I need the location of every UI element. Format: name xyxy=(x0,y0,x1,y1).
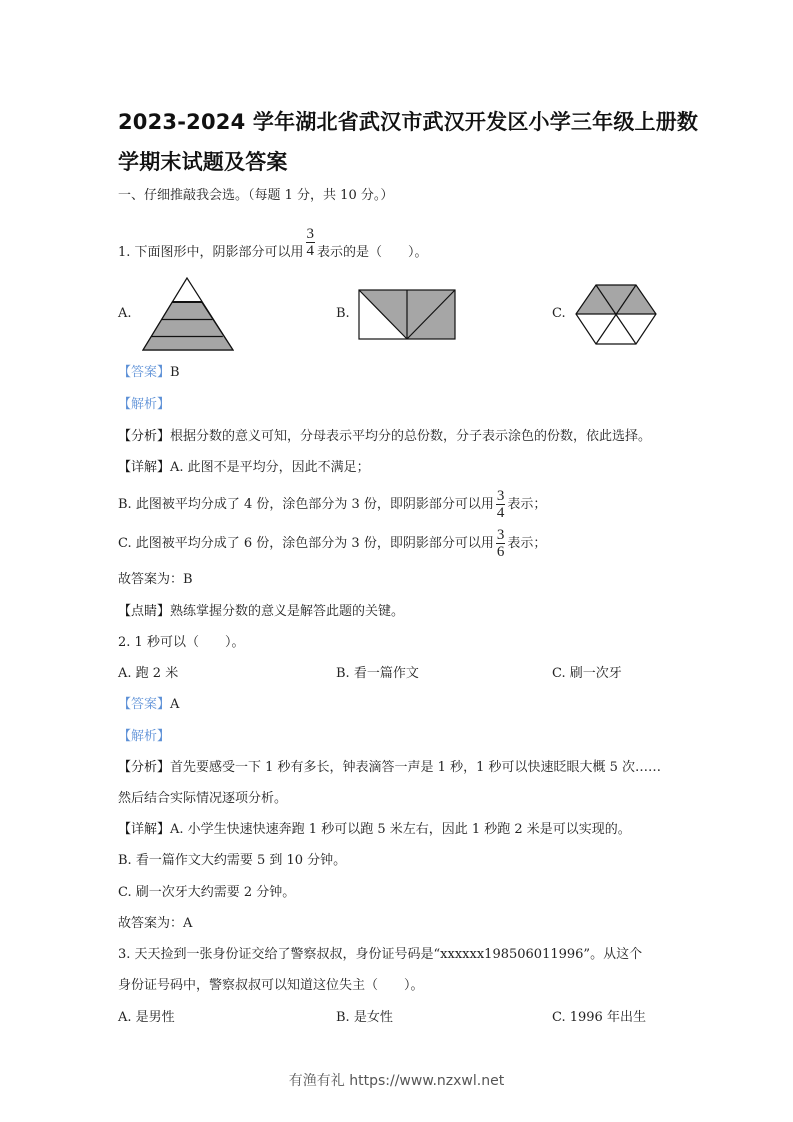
q2-analysis-heading xyxy=(118,728,170,746)
analysis-tag: 【解析】 xyxy=(118,397,171,412)
q2-stem: 2. 1 秒可以（ ）。 xyxy=(118,635,245,650)
xiangjie-b-suffix: 表示； xyxy=(507,497,547,512)
q2-xiangjie-a xyxy=(118,821,631,839)
q2-answer xyxy=(118,696,179,714)
q2-option-b: B. 看一篇作文 xyxy=(336,666,419,681)
q3-stem-line-1: 3. 天天捡到一张身份证交给了警察叔叔，身份证号码是“xxxxxx198506011996”。从这个 xyxy=(118,947,643,962)
fraction-numerator: 3 xyxy=(496,488,505,504)
xiangjie-a-text: A. 此图不是平均分，因此不满足； xyxy=(170,460,370,475)
q1-xiangjie-b xyxy=(118,485,546,525)
dianjing-text: 熟练掌握分数的意义是解答此题的关键。 xyxy=(170,604,405,619)
answer-tag: 【答案】 xyxy=(118,365,171,380)
document-title-line-2: 学期末试题及答案 xyxy=(118,150,288,174)
q3-option-b: B. 是女性 xyxy=(336,1010,393,1025)
answer-value: B xyxy=(170,365,180,380)
xiangjie-c-suffix: 表示； xyxy=(507,536,547,551)
q1-conclusion: 故答案为：B xyxy=(118,572,193,587)
q1-fraction xyxy=(306,226,316,259)
q1-option-c-label: C. xyxy=(552,306,566,321)
answer-tag: 【答案】 xyxy=(118,697,171,712)
triangle-bands-figure xyxy=(140,274,240,354)
fenxi-tag: 【分析】 xyxy=(118,429,171,444)
fenxi-text: 首先要感受一下 1 秒有多长，钟表滴答一声是 1 秒，1 秒可以快速眨眼大概 5 次…… xyxy=(170,760,662,775)
q1-option-a-label: A. xyxy=(118,306,132,321)
footer-watermark: 有渔有礼 https://www.nzxwl.net xyxy=(288,1073,505,1089)
q1-stem xyxy=(118,226,428,269)
q2-fenxi-cont: 然后结合实际情况逐项分析。 xyxy=(118,791,288,806)
xiangjie-c-text: C. 此图被平均分成了 6 份，涂色部分为 3 份，即阴影部分可以用 xyxy=(118,536,494,551)
q2-conclusion: 故答案为：A xyxy=(118,916,193,931)
fenxi-text: 根据分数的意义可知，分母表示平均分的总份数，分子表示涂色的份数，依此选择。 xyxy=(170,429,652,444)
document-title-line-1: 2023-2024 学年湖北省武汉市武汉开发区小学三年级上册数 xyxy=(118,110,699,134)
q1-fenxi xyxy=(118,428,651,446)
analysis-tag: 【解析】 xyxy=(118,729,171,744)
q1-dianjing xyxy=(118,603,404,621)
q1-xiangjie-c xyxy=(118,524,546,564)
q1-stem-suffix: 表示的是（ ）。 xyxy=(317,245,428,260)
q1-option-b-label: B. xyxy=(336,306,350,321)
q2-xiangjie-c: C. 刷一次牙大约需要 2 分钟。 xyxy=(118,885,296,900)
fraction-denominator: 6 xyxy=(496,544,505,560)
q1-analysis-heading xyxy=(118,396,170,414)
q3-option-c: C. 1996 年出生 xyxy=(552,1010,646,1025)
section-heading: 一、仔细推敲我会选。（每题 1 分，共 10 分。） xyxy=(118,188,394,203)
q1-answer xyxy=(118,364,180,382)
fraction-numerator: 3 xyxy=(306,226,315,242)
dianjing-tag: 【点睛】 xyxy=(118,604,171,619)
q2-xiangjie-b: B. 看一篇作文大约需要 5 到 10 分钟。 xyxy=(118,853,347,868)
answer-value: A xyxy=(170,697,180,712)
fraction-denominator: 4 xyxy=(496,505,505,521)
q3-option-a: A. 是男性 xyxy=(118,1010,175,1025)
q2-option-a: A. 跑 2 米 xyxy=(118,666,179,681)
fraction-denominator: 4 xyxy=(306,243,315,259)
q3-stem-line-2: 身份证号码中，警察叔叔可以知道这位失主（ ）。 xyxy=(118,978,424,993)
fraction-numerator: 3 xyxy=(496,527,505,543)
fenxi-tag: 【分析】 xyxy=(118,760,171,775)
q2-option-c: C. 刷一次牙 xyxy=(552,666,622,681)
q2-fenxi xyxy=(118,759,661,777)
rectangle-triangles-figure xyxy=(357,288,457,342)
xiangjie-b-text: B. 此图被平均分成了 4 份，涂色部分为 3 份，即阴影部分可以用 xyxy=(118,497,494,512)
xiangjie-c-fraction xyxy=(496,527,506,560)
xiangjie-tag: 【详解】 xyxy=(118,460,171,475)
q1-stem-prefix: 1. 下面图形中，阴影部分可以用 xyxy=(118,245,304,260)
q1-xiangjie-a xyxy=(118,459,370,477)
xiangjie-b-fraction xyxy=(496,488,506,521)
xiangjie-a-text: A. 小学生快速快速奔跑 1 秒可以跑 5 米左右，因此 1 秒跑 2 米是可以实现的。 xyxy=(170,822,631,837)
xiangjie-tag: 【详解】 xyxy=(118,822,171,837)
hexagon-triangles-figure xyxy=(573,282,659,348)
